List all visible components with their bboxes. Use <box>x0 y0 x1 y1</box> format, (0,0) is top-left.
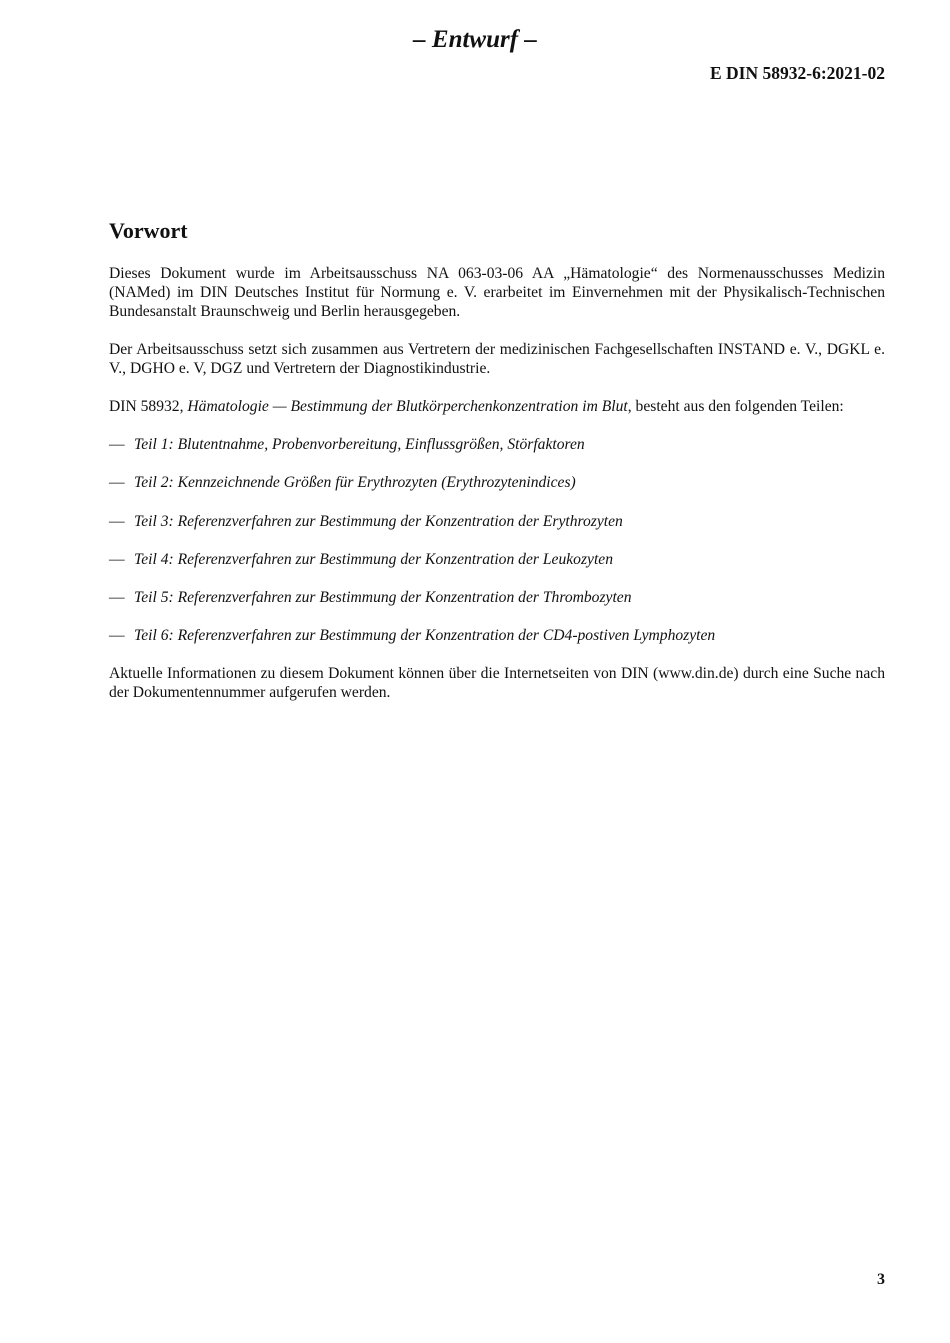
list-item <box>109 473 885 492</box>
list-dash: — <box>109 589 125 607</box>
list-item-text: Teil 3: Referenzverfahren zur Bestimmung der Konzentration der Erythrozyten <box>134 512 623 530</box>
list-item <box>109 512 885 531</box>
list-dash: — <box>109 474 125 492</box>
paragraph-committee: Dieses Dokument wurde im Arbeitsausschuss NA 063-03-06 AA „Hämatologie“ des Normenausschusses Medizin (NAMed) im DIN Deutsches Institut für Normung e. V. erarbeitet im Einvernehmen mit der Physikalisch-Technischen Bundesanstalt Braunschweig und Berlin herausgegeben. <box>109 265 885 320</box>
section-heading: Vorwort <box>109 218 188 243</box>
list-item-text: Teil 2: Kennzeichnende Größen für Erythrozyten (Erythrozytenindices) <box>134 474 576 492</box>
list-item-text: Teil 4: Referenzverfahren zur Bestimmung der Konzentration der Leukozyten <box>134 550 614 568</box>
list-dash: — <box>109 436 125 453</box>
list-dash: — <box>109 627 125 645</box>
page-number: 3 <box>877 1271 885 1288</box>
paragraph-series-intro <box>109 397 885 416</box>
draft-mark: – Entwurf – <box>413 26 537 53</box>
foreword-section <box>109 216 885 721</box>
list-item <box>109 588 885 607</box>
series-title: Hämatologie — Bestimmung der Blutkörperchenkonzentration im Blut <box>187 398 628 415</box>
list-item <box>109 435 885 454</box>
list-item <box>109 626 885 645</box>
list-dash: — <box>109 550 125 568</box>
list-item-text: Teil 6: Referenzverfahren zur Bestimmung der Konzentration der CD4-postiven Lymphozyten <box>134 627 716 645</box>
parts-list <box>109 435 885 645</box>
series-suffix: , besteht aus den folgenden Teilen: <box>627 398 844 415</box>
list-item-text: Teil 5: Referenzverfahren zur Bestimmung der Konzentration der Thrombozyten <box>134 589 632 607</box>
series-prefix: DIN 58932, <box>109 398 188 415</box>
list-dash: — <box>109 512 125 530</box>
document-id: E DIN 58932-6:2021-02 <box>710 63 885 83</box>
paragraph-online-info: Aktuelle Informationen zu diesem Dokument können über die Internetseiten von DIN (www.din.de) durch eine Suche nach der Dokumentennummer aufgerufen werden. <box>109 665 885 702</box>
list-item <box>109 550 885 569</box>
paragraph-members: Der Arbeitsausschuss setzt sich zusammen aus Vertretern der medizinischen Fachgesellschaften INSTAND e. V., DGKL e. V., DGHO e. V, DGZ und Vertretern der Diagnostikindustrie. <box>109 341 885 377</box>
list-item-text: Teil 1: Blutentnahme, Probenvorbereitung, Einflussgrößen, Störfaktoren <box>134 436 585 453</box>
